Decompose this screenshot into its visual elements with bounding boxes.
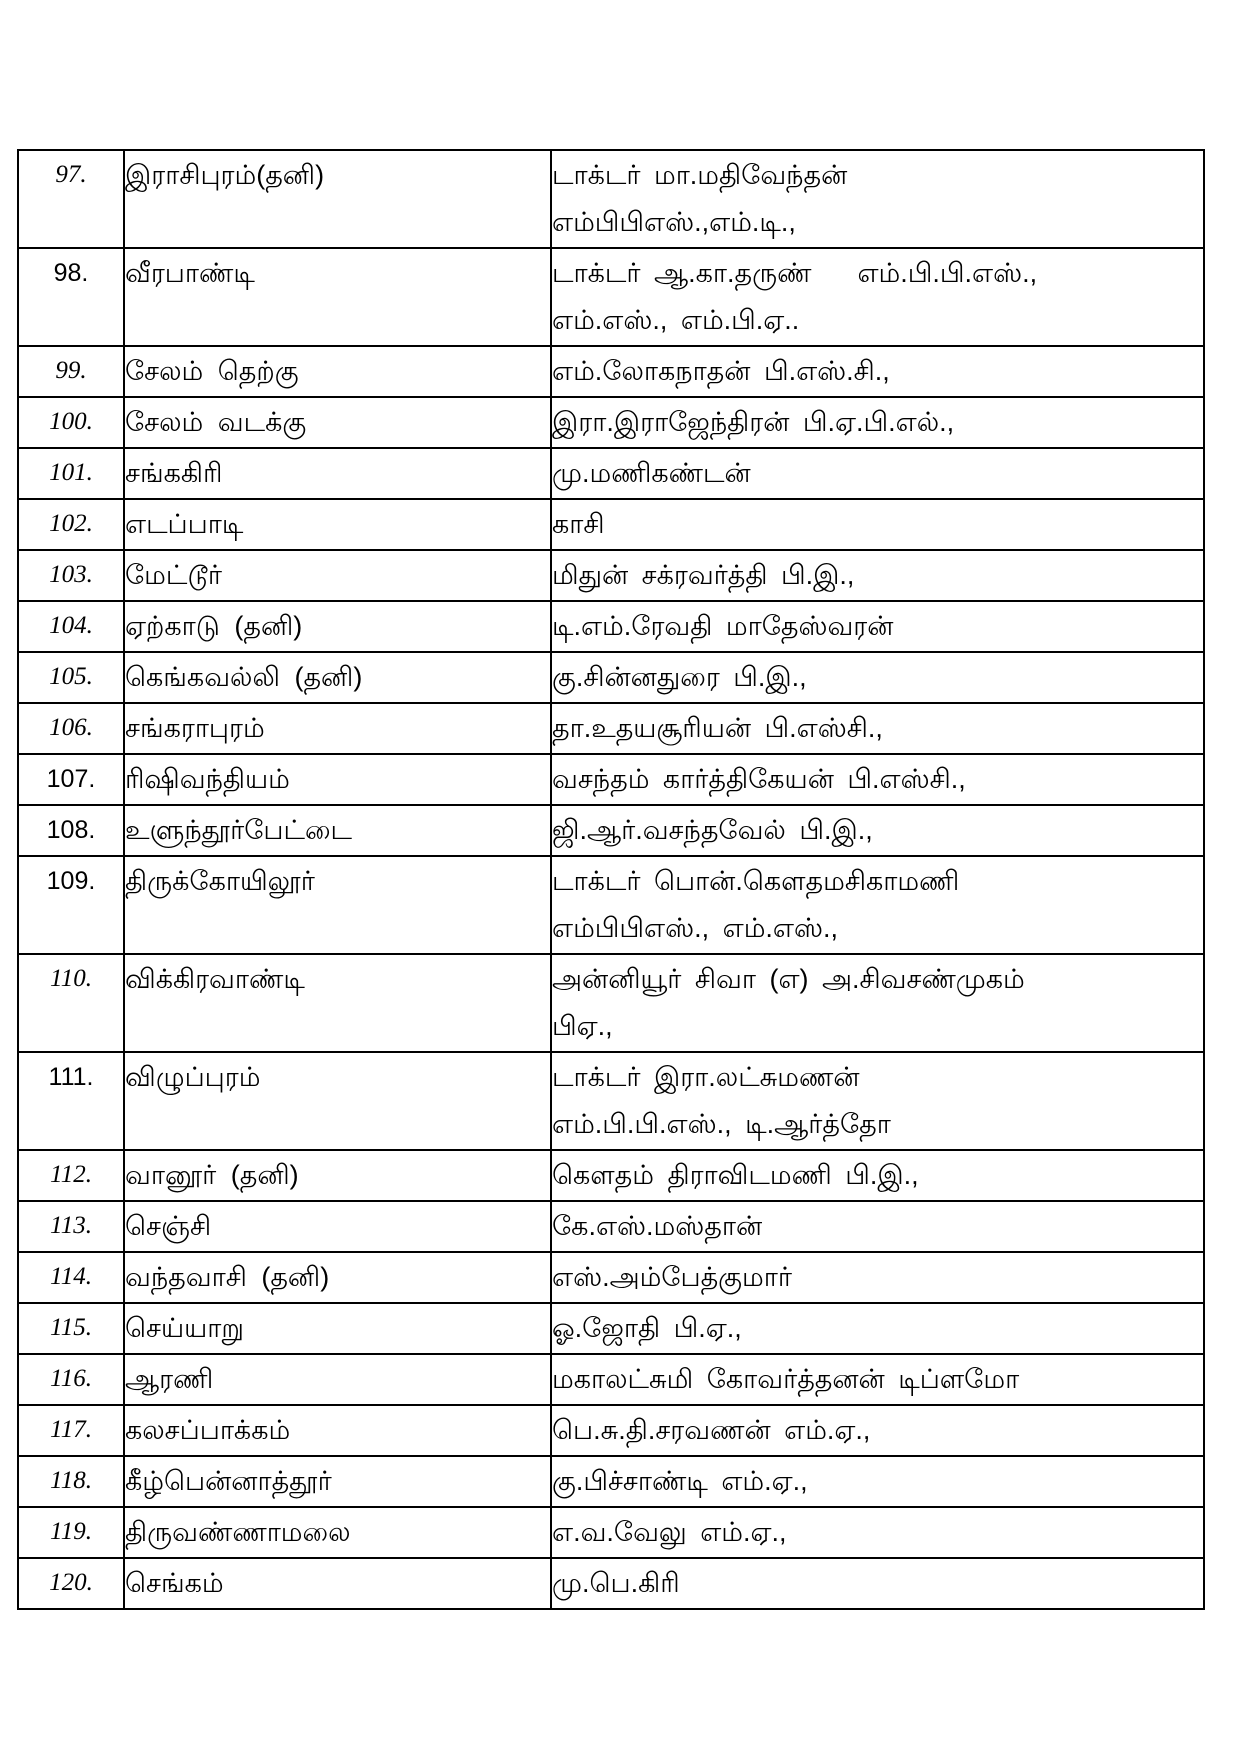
row-number-cell: 119.: [18, 1507, 124, 1558]
candidate-cell: [551, 1354, 1204, 1405]
candidate-line: [552, 858, 1203, 905]
constituency-cell: எடப்பாடி: [124, 499, 551, 550]
candidate-cell: [551, 397, 1204, 448]
constituency-cell: சேலம் வடக்கு: [124, 397, 551, 448]
table-row: [18, 703, 1204, 754]
row-number-cell: 108.: [18, 805, 124, 856]
constituency-cell: இராசிபுரம்(தனி): [124, 150, 551, 248]
row-number-cell: 105.: [18, 652, 124, 703]
row-number-cell: 98.: [18, 248, 124, 346]
candidate-line: [552, 1003, 1203, 1050]
row-number-cell: 99.: [18, 346, 124, 397]
constituency-cell: கெங்கவல்லி (தனி): [124, 652, 551, 703]
table-row: [18, 448, 1204, 499]
constituency-cell: விக்கிரவாண்டி: [124, 954, 551, 1052]
table-row: [18, 397, 1204, 448]
candidate-cell: [551, 856, 1204, 954]
candidate-text-segment: பெ.சு.தி.சரவணன் எம்.ஏ.,: [552, 1415, 871, 1445]
constituency-cell: சேலம் தெற்கு: [124, 346, 551, 397]
candidate-text-segment: அன்னியூர் சிவா (எ) அ.சிவசண்முகம்: [552, 964, 1025, 994]
candidate-line: [552, 297, 1203, 344]
candidate-line: [552, 1509, 1203, 1556]
constituency-cell: செஞ்சி: [124, 1201, 551, 1252]
table-row: [18, 856, 1204, 954]
table-body: [18, 150, 1204, 1609]
candidate-text-segment: தா.உதயசூரியன் பி.எஸ்சி.,: [552, 713, 883, 743]
table-row: [18, 1354, 1204, 1405]
candidate-cell: [551, 1507, 1204, 1558]
candidate-text-segment: எஸ்.அம்பேத்குமார்: [552, 1262, 792, 1292]
candidate-line: [552, 956, 1203, 1003]
candidate-cell: [551, 754, 1204, 805]
candidate-line: [552, 905, 1203, 952]
row-number-cell: 118.: [18, 1456, 124, 1507]
candidate-line: [552, 1254, 1203, 1301]
candidate-text-segment: மு.மணிகண்டன்: [552, 458, 751, 488]
candidate-line: [552, 1458, 1203, 1505]
row-number-cell: 102.: [18, 499, 124, 550]
candidate-cell: [551, 150, 1204, 248]
row-number-cell: 107.: [18, 754, 124, 805]
table-row: [18, 1052, 1204, 1150]
candidate-line: [552, 450, 1203, 497]
candidate-text-segment: டாக்டர் ஆ.கா.தருண்: [552, 258, 812, 288]
candidate-text-segment: எ.வ.வேலு எம்.ஏ.,: [552, 1517, 787, 1547]
candidate-cell: [551, 703, 1204, 754]
candidate-text-segment: மகாலட்சுமி கோவர்த்தனன் டிப்ளமோ: [552, 1364, 1020, 1394]
constituency-cell: ரிஷிவந்தியம்: [124, 754, 551, 805]
table-row: [18, 1405, 1204, 1456]
candidate-text-segment: கு.பிச்சாண்டி எம்.ஏ.,: [552, 1466, 808, 1496]
row-number-cell: 97.: [18, 150, 124, 248]
table-row: [18, 1558, 1204, 1609]
candidate-cell: [551, 1150, 1204, 1201]
constituency-candidate-table: [17, 149, 1205, 1610]
row-number-cell: 117.: [18, 1405, 124, 1456]
candidate-line: [552, 1101, 1203, 1148]
row-number-cell: 106.: [18, 703, 124, 754]
constituency-cell: சங்கராபுரம்: [124, 703, 551, 754]
table-row: [18, 1252, 1204, 1303]
candidate-line: [552, 807, 1203, 854]
table-row: [18, 1303, 1204, 1354]
candidate-line: [552, 654, 1203, 701]
table-row: [18, 954, 1204, 1052]
candidate-cell: [551, 601, 1204, 652]
candidate-text-segment: ஓ.ஜோதி பி.ஏ.,: [552, 1313, 742, 1343]
row-number-cell: 114.: [18, 1252, 124, 1303]
constituency-cell: கலசப்பாக்கம்: [124, 1405, 551, 1456]
candidate-line: [552, 1203, 1203, 1250]
candidate-cell: [551, 1303, 1204, 1354]
candidate-text-segment: இரா.இராஜேந்திரன் பி.ஏ.பி.எல்.,: [552, 407, 955, 437]
candidate-cell: [551, 248, 1204, 346]
candidate-cell: [551, 805, 1204, 856]
candidate-text-segment: டாக்டர் மா.மதிவேந்தன்: [552, 160, 848, 190]
candidate-line: [552, 501, 1203, 548]
candidate-line: [552, 552, 1203, 599]
row-number-cell: 100.: [18, 397, 124, 448]
constituency-cell: வந்தவாசி (தனி): [124, 1252, 551, 1303]
candidate-line: [552, 250, 1203, 297]
table-row: [18, 805, 1204, 856]
candidate-line: [552, 705, 1203, 752]
candidate-text-segment: எம்.லோகநாதன் பி.எஸ்.சி.,: [552, 356, 890, 386]
row-number-cell: 111.: [18, 1052, 124, 1150]
candidate-cell: [551, 499, 1204, 550]
candidate-cell: [551, 1201, 1204, 1252]
row-number-cell: 110.: [18, 954, 124, 1052]
table-row: [18, 248, 1204, 346]
candidate-text-segment: மு.பெ.கிரி: [552, 1568, 680, 1598]
candidate-line: [552, 1407, 1203, 1454]
candidate-line: [552, 399, 1203, 446]
constituency-cell: செய்யாறு: [124, 1303, 551, 1354]
candidate-text-segment: காசி: [552, 509, 605, 539]
row-number-cell: 120.: [18, 1558, 124, 1609]
candidate-text-segment: எம்.பி.பி.எஸ்., டி.ஆர்த்தோ: [552, 1109, 891, 1139]
candidate-text-segment: பிஏ.,: [552, 1011, 613, 1041]
candidate-text-segment: கௌதம் திராவிடமணி பி.இ.,: [552, 1160, 919, 1190]
candidate-line: [552, 199, 1203, 246]
candidate-text-segment: மிதுன் சக்ரவர்த்தி பி.இ.,: [552, 560, 855, 590]
table-row: [18, 150, 1204, 248]
table-row: [18, 652, 1204, 703]
candidate-line: [552, 152, 1203, 199]
constituency-cell: திருவண்ணாமலை: [124, 1507, 551, 1558]
table-row: [18, 754, 1204, 805]
candidate-text-segment: எம்.எஸ்., எம்.பி.ஏ..: [552, 305, 800, 335]
candidate-text-segment: டாக்டர் பொன்.கௌதமசிகாமணி: [552, 866, 960, 896]
candidate-line: [552, 1054, 1203, 1101]
candidate-line: [552, 756, 1203, 803]
candidate-cell: [551, 1252, 1204, 1303]
constituency-cell: வீரபாண்டி: [124, 248, 551, 346]
candidate-text-segment: ஜி.ஆர்.வசந்தவேல் பி.இ.,: [552, 815, 873, 845]
candidate-text-segment: எம்பிபிஎஸ்., எம்.எஸ்.,: [552, 913, 838, 943]
row-number-cell: 115.: [18, 1303, 124, 1354]
constituency-cell: சங்ககிரி: [124, 448, 551, 499]
candidate-text-segment: டி.எம்.ரேவதி மாதேஸ்வரன்: [552, 611, 894, 641]
candidate-cell: [551, 550, 1204, 601]
candidate-cell: [551, 448, 1204, 499]
constituency-cell: கீழ்பென்னாத்தூர்: [124, 1456, 551, 1507]
table-row: [18, 346, 1204, 397]
table-row: [18, 499, 1204, 550]
row-number-cell: 103.: [18, 550, 124, 601]
candidate-cell: [551, 346, 1204, 397]
table-row: [18, 1456, 1204, 1507]
table-row: [18, 1150, 1204, 1201]
table-row: [18, 550, 1204, 601]
candidate-text-segment: எம்பிபிஎஸ்.,எம்.டி.,: [552, 207, 796, 237]
candidate-cell: [551, 1405, 1204, 1456]
candidate-cell: [551, 652, 1204, 703]
constituency-cell: வானூர் (தனி): [124, 1150, 551, 1201]
constituency-cell: செங்கம்: [124, 1558, 551, 1609]
table-row: [18, 1201, 1204, 1252]
row-number-cell: 113.: [18, 1201, 124, 1252]
candidate-cell: [551, 1558, 1204, 1609]
row-number-cell: 112.: [18, 1150, 124, 1201]
constituency-cell: உளுந்தூர்பேட்டை: [124, 805, 551, 856]
constituency-cell: விழுப்புரம்: [124, 1052, 551, 1150]
row-number-cell: 109.: [18, 856, 124, 954]
candidate-line: [552, 1560, 1203, 1607]
constituency-cell: மேட்டூர்: [124, 550, 551, 601]
candidate-text-segment: கு.சின்னதுரை பி.இ.,: [552, 662, 807, 692]
candidate-text-segment: வசந்தம் கார்த்திகேயன் பி.எஸ்சி.,: [552, 764, 966, 794]
row-number-cell: 104.: [18, 601, 124, 652]
constituency-cell: ஆரணி: [124, 1354, 551, 1405]
candidate-line: [552, 1152, 1203, 1199]
candidate-cell: [551, 1052, 1204, 1150]
candidate-cell: [551, 1456, 1204, 1507]
candidate-text-segment: கே.எஸ்.மஸ்தான்: [552, 1211, 763, 1241]
row-number-cell: 101.: [18, 448, 124, 499]
constituency-cell: திருக்கோயிலூர்: [124, 856, 551, 954]
candidate-line: [552, 1305, 1203, 1352]
candidate-text-segment: எம்.பி.பி.எஸ்.,: [857, 258, 1038, 288]
candidate-cell: [551, 954, 1204, 1052]
constituency-cell: ஏற்காடு (தனி): [124, 601, 551, 652]
candidate-line: [552, 1356, 1203, 1403]
table-row: [18, 601, 1204, 652]
candidate-line: [552, 603, 1203, 650]
candidate-text-segment: டாக்டர் இரா.லட்சுமணன்: [552, 1062, 860, 1092]
candidate-line: [552, 348, 1203, 395]
table-row: [18, 1507, 1204, 1558]
row-number-cell: 116.: [18, 1354, 124, 1405]
